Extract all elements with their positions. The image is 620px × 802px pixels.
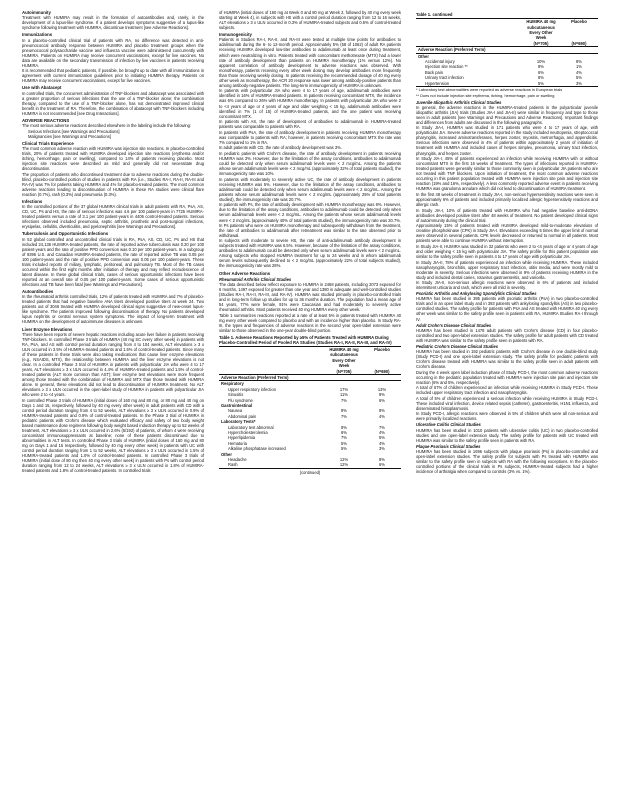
placebo-percent: 3% (379, 446, 385, 452)
table-section-label: Laboratory Tests* (221, 419, 256, 425)
subsection-heading: Ulcerative Colitis Clinical Studies (416, 422, 481, 428)
placebo-percent: 4% (379, 430, 385, 435)
column-2-text (219, 10, 401, 333)
section-heading: Autoantibodies (22, 289, 54, 295)
humira-percent: 5% (522, 81, 560, 87)
table-1-humira-n: (N=705) (325, 369, 363, 375)
column-3-text (416, 100, 598, 474)
paragraph: In patients with PsA, the rate of antibody development in patients receiving HUMIRA monotherapy was comparable to patients with RA; however, in patients receiving concomitant MTX the rate was 7% compared to 1% in RA. (219, 129, 401, 145)
table-section-label: Other (221, 451, 232, 457)
adverse-reaction-term: Back pain (425, 69, 443, 75)
table-footnote: ** Does not include injection site erythema, itching, hemorrhage, pain or swelling (416, 92, 555, 98)
humira-percent: 6% (538, 69, 544, 75)
section-heading: Use with Abatacept (22, 85, 62, 91)
adverse-reaction-term: Hypercholesterolemia (228, 430, 268, 435)
humira-percent: 8% (538, 64, 544, 70)
placebo-percent: 3% (560, 81, 598, 87)
table-1-humira-header: HUMIRA 40 mg subcutaneous Every Other Week (325, 346, 363, 368)
paragraph: HUMIRA has been studied in 1010 patients with ulcerative colitis (UC) in two placebo-controlled studies and one open-label extension study. The safety profile for patients with UC treated with HUMIRA was similar to the safety profile seen in patients with RA. (416, 427, 598, 443)
paragraph: In Study JIA-I, 45% of patients experienced an infection while receiving HUMIRA with or without concomitant MTX in the first 16 weeks of treatment. The types of infections reported in HUMIRA-treated patients were generally similar to those commonly seen in polyarticular JIA patients who are not treated with TNF blockers. Upon initiation of treatment, the most common adverse reactions occurring in this patient population treated with HUMIRA were injection site pain and injection site reaction (19% and 16%, respectively). A less commonly reported adverse event in patients receiving HUMIRA was granuloma annulare which did not lead to discontinuation of HUMIRA treatment. (416, 156, 598, 192)
table-1b-placebo-header: Placebo (560, 19, 598, 41)
section-heading: Tuberculosis and Opportunistic Infections (22, 231, 109, 237)
paragraph: In 52 global controlled and uncontrolled clinical trials in RA, PsA, AS, CD, UC, Ps and HS that included 24,136 HUMIRA-treated patients, the rate of reported active tuberculosis was 0.20 per 100 patient-years and the rate of positive PPD conversion was 0.10 per 100 patient-years. In a subgroup of 9396 U.S. and Canadian HUMIRA-treated patients, the rate of reported active TB was 0.05 per 100 patient-years and the rate of positive PPD conversion was 0.05 per 100 patient-years. These trials included reports of miliary, lymphatic, peritoneal, and pulmonary TB. Most of the TB cases occurred within the first eight months after initiation of therapy and may reflect recrudescence of latent disease. In these global clinical trials, cases of serious opportunistic infections have been reported at an overall rate of 0.05 per 100 patient-years. Some cases of serious opportunistic infections and TB have been fatal [see Warnings and Precautions]. (22, 236, 204, 287)
humira-percent: 8% (538, 75, 544, 81)
placebo-percent: 7% (379, 424, 385, 430)
section-heading: Infections (22, 198, 43, 204)
table-1b-grid (416, 18, 598, 87)
adverse-reaction-term: Upper respiratory infection (228, 386, 277, 392)
section-heading: Immunogenicity (219, 32, 252, 38)
placebo-percent: 4% (379, 440, 385, 446)
table-1-preferred-term: Adverse Reaction (Preferred Term) (219, 374, 401, 380)
adverse-reaction-term: Accidental injury (425, 58, 455, 64)
bullet-item: • Serious Infections [see Warnings and Precautions] (28, 129, 204, 134)
humira-percent: 7% (341, 413, 347, 419)
adverse-reaction-term: Headache (228, 457, 247, 463)
paragraph: In Study PCD-I, allergic reactions were observed in 5% of children which were all non-serious and were primarily localized reactions. (416, 411, 598, 422)
table-1b-caption: Table 1. continued (416, 12, 453, 17)
section-heading: Other Adverse Reactions (219, 270, 271, 276)
column-2 (219, 10, 401, 790)
humira-percent: 6% (341, 430, 347, 435)
table-1b-footnotes (416, 88, 598, 99)
placebo-percent: 8% (379, 457, 385, 463)
humira-percent: 8% (341, 424, 347, 430)
section-heading: Liver Enzyme Elevations (22, 326, 73, 332)
humira-percent: 12% (339, 457, 349, 463)
humira-percent: 7% (341, 435, 347, 441)
paragraph: HUMIRA has been studied in 1478 adult patients with Crohn's disease (CD) in four placebo-controlled and two open-label extension studies. The safety profile for adult patients with CD treated with HUMIRA was similar to the safety profile seen in patients with RA. (416, 327, 598, 343)
adverse-reaction-term: Abdominal pain (228, 413, 257, 419)
placebo-percent: 8% (379, 408, 385, 414)
adverse-reaction-term: Flu syndrome (228, 397, 253, 403)
adverse-reaction-term: Laboratory test abnormal (228, 424, 274, 430)
paragraph: In a placebo-controlled clinical trial of patients with RA, no difference was detected in anti-pneumococcal antibody response between HUMIRA and placebo treatment groups when the pneumococcal polysaccharide vaccine and influenza vaccine were administered concurrently with HUMIRA. Patients on HUMIRA may receive concurrent vaccinations, except for live vaccines. No data are available on the secondary transmission of infection by live vaccines in patients receiving HUMIRA. (22, 37, 204, 68)
paragraph: In patients with AS, the rate of development of antibodies to adalimumab in HUMIRA-treated patients was comparable to patients with RA. (219, 119, 401, 130)
paragraph: In general, the adverse reactions in the HUMIRA-treated patients in the polyarticular juvenile idiopathic arthritis (JIA) trials (Studies JIA-I and JIA-II) were similar in frequency and type to those seen in adult patients [see Warnings and Precautions and Adverse Reactions]. Important findings and differences from adults are discussed in the following paragraphs. (416, 104, 598, 125)
paragraph: A total of 5% of children experienced a serious infection while receiving HUMIRA in Study PCD-I. These included viral infection, device related sepsis (catheter), gastroenteritis, H1N1 influenza, and disseminated histoplasmosis. (416, 395, 598, 411)
table-1-placebo-header: Placebo (363, 346, 401, 368)
paragraph: Patients in Studies RA-I, RA-II, and RA-III were tested at multiple time points for antibodies to adalimumab during the 6- to 12-month period. Approximately 5% (58 of 1062) of adult RA patients receiving HUMIRA developed low-titer antibodies to adalimumab at least once during treatment, which were neutralizing in vitro. Patients treated with concomitant methotrexate (MTX) had a lower rate of antibody development than patients on HUMIRA monotherapy (1% versus 12%). No apparent correlation of antibody development to adverse reactions was observed. With monotherapy, patients receiving every other week dosing may develop antibodies more frequently than those receiving weekly dosing. In patients receiving the recommended dosage of 40 mg every other week as monotherapy, the ACR 20 response was lower among antibody-positive patients than among antibody-negative patients. The long-term immunogenicity of HUMIRA is unknown. (219, 37, 401, 88)
subsection-heading: Juvenile Idiopathic Arthritis Clinical Studies (416, 99, 502, 105)
paragraph: of HUMIRA (initial doses of 160 mg at Week 0 and 80 mg at Week 2, followed by 40 mg every week starting at Week 4), in subjects with HS with a control period duration ranging from 12 to 16 weeks, ALT elevations ≥ 3 x ULN occurred in 0.3% of HUMIRA-treated subjects and 0.6% of control-treated subjects. (219, 10, 401, 31)
table-1-continued: (continued) (299, 469, 321, 475)
paragraph: The most common adverse reaction with HUMIRA was injection site reactions. In placebo-controlled trials, 20% of patients treated with HUMIRA developed injection site reactions (erythema and/or itching, hemorrhage, pain or swelling), compared to 14% of patients receiving placebo. Most injection site reactions were described as mild and generally did not necessitate drug discontinuation. (22, 145, 204, 172)
subsection-heading: Pediatric Crohn's Disease Clinical Studies (416, 343, 498, 349)
humira-percent: 12% (325, 462, 363, 468)
paragraph: In Study JIA-II, non-serious allergic reactions were observed in 6% of patients and included intermittent urticaria and rash, which were all mild in severity. (416, 280, 598, 291)
paragraph: During the 4 week open label induction phase of Study PCD-I, the most common adverse reactions occurring in the pediatric population treated with HUMIRA were injection site pain and injection site reaction (6% and 5%, respectively). (416, 369, 598, 385)
paragraph: The proportion of patients who discontinued treatment due to adverse reactions during the double-blind, placebo-controlled portion of studies in patients with RA (i.e., Studies RA-I, RA-II, RA-III and RA-IV) was 7% for patients taking HUMIRA and 4% for placebo-treated patients. The most common adverse reactions leading to discontinuation of HUMIRA in these RA studies were clinical flare reaction (0.7%), rash (0.3%) and pneumonia (0.3%). (22, 171, 204, 197)
table-1-placebo-n: (N=690) (363, 369, 401, 375)
table-1-grid (219, 346, 401, 469)
placebo-percent: 6% (379, 397, 385, 403)
paragraph: In controlled trials, the concurrent administration of TNF-blockers and abatacept was associated with a greater proportion of serious infections than the use of a TNF-blocker alone; the combination therapy, compared to the use of a TNF-blocker alone, has not demonstrated improved clinical benefit in the treatment of RA. Therefore, the combination of abatacept with TNF-blockers including HUMIRA is not recommended [see Drug Interactions]. (22, 90, 204, 116)
adverse-reaction-term: Nausea (228, 408, 243, 414)
placebo-percent: 6% (363, 462, 401, 468)
placebo-percent: 5% (379, 435, 385, 441)
bullet-item: • Malignancies [see Warnings and Precautions] (28, 134, 204, 139)
placebo-percent: 13% (377, 386, 387, 392)
adverse-reaction-term: Sinusitis (228, 392, 244, 398)
humira-percent: 17% (339, 386, 349, 392)
table-1b-humira-n: (N=705) (522, 41, 560, 47)
table-footnote: * Laboratory test abnormalities were reported as adverse reactions in European trials (416, 86, 563, 92)
table-section-label: Respiratory (221, 381, 244, 387)
table-1 (219, 335, 401, 475)
paragraph: In Study JIA-I, 10% of patients treated with HUMIRA who had negative baseline anti-dsDNA antibodies developed positive titers after 48 weeks of treatment. No patient developed clinical signs of autoimmunity during the clinical trial. (416, 207, 598, 223)
subsection-heading: Plaque Psoriasis Clinical Studies (416, 443, 481, 449)
paragraph: In pediatric patients with Crohn's disease, the rate of antibody development in patients receiving HUMIRA was 3%. However, due to the limitation of the assay conditions, antibodies to adalimumab could be detected only when serum adalimumab levels were < 2 mcg/mL. Among the patients whose serum adalimumab levels were < 2 mcg/mL (approximately 32% of total patients studied), the immunogenicity rate was 10%. (219, 150, 401, 177)
adverse-reaction-term: Hypertension (416, 81, 522, 87)
paragraph: In adult patients with CD, the rate of antibody development was 3%. (219, 145, 342, 151)
adverse-reaction-term: Hematuria (228, 440, 247, 446)
paragraph: In patients with moderately to severely active UC, the rate of antibody development in patients receiving HUMIRA was 5%. However, due to the limitation of the assay conditions, antibodies to adalimumab could be detected only when serum adalimumab levels were < 2 mcg/mL. Among the patients whose serum adalimumab levels were < 2 mcg/mL (approximately 25% of total patients studied), the immunogenicity rate was 20.7%. (219, 176, 401, 202)
paragraph: There have been reports of severe hepatic reactions including acute liver failure in patients receiving TNF-blockers. In controlled Phase 3 trials of HUMIRA (40 mg SC every other week) in patients with RA, PsA, and AS with control period duration ranging from 4 to 104 weeks, ALT elevations ≥ 3 x ULN occurred in 3.5% of HUMIRA-treated patients and 1.5% of control-treated patients. Since many of these patients in these trials were also taking medications that cause liver enzyme elevations (e.g., NSAIDS, MTX), the relationship between HUMIRA and the liver enzyme elevations is not clear. In a controlled Phase 3 trial of HUMIRA in patients with polyarticular JIA who were 4 to 17 years, ALT elevations ≥ 3 x ULN occurred in 4.4% of HUMIRA-treated patients and 1.5% of control-treated patients (ALT more common than AST); liver enzyme test elevations were more frequent among those treated with the combination of HUMIRA and MTX than those treated with HUMIRA alone. In general, these elevations did not lead to discontinuation of HUMIRA treatment. No ALT elevations ≥ 3 x ULN occurred in the open-label study of HUMIRA in patients with polyarticular JIA who were 2 to <4 years. (22, 331, 204, 398)
adverse-reaction-term: Rash (219, 462, 325, 468)
section-heading: ADVERSE REACTIONS (22, 117, 70, 123)
humira-percent: 5% (341, 440, 347, 446)
paragraph: In subjects with moderate to severe HS, the rate of anti-adalimumab antibody development in subjects treated with HUMIRA was 6.5%. However, because of the limitation of the assay conditions, antibodies to adalimumab could be detected only when serum adalimumab levels were < 2 mcg/mL. Among subjects who stopped HUMIRA treatment for up to 24 weeks and in whom adalimumab serum levels subsequently declined to < 2 mcg/mL (approximately 22% of total subjects studied), the immunogenicity rate was 28%. (219, 238, 401, 269)
table-1b-humira-header: HUMIRA 40 mg subcutaneous Every Other Week (522, 19, 560, 41)
humira-percent: 9% (341, 408, 347, 414)
adverse-reaction-term: Hyperlipidemia (228, 435, 256, 441)
table-row (219, 462, 401, 468)
humira-percent: 5% (341, 446, 347, 452)
placebo-percent: 9% (379, 392, 385, 398)
table-1-continued-block (416, 12, 598, 99)
paragraph: The data described below reflect exposure to HUMIRA in 2468 patients, including 2073 exposed for 6 months, 1497 exposed for greater than one year and 1380 in adequate and well-controlled studies (Studies RA-I, RA-II, RA-III, and RA-IV). HUMIRA was studied primarily in placebo-controlled trials and in long-term follow up studies for up to 36 months duration. The population had a mean age of 54 years, 77% were female, 91% were Caucasian and had moderately to severely active rheumatoid arthritis. Most patients received 40 mg HUMIRA every other week. (219, 281, 401, 312)
humira-percent: 7% (341, 397, 347, 403)
placebo-percent: 1% (576, 64, 582, 70)
adverse-reaction-term: Injection site reaction ** (425, 64, 468, 70)
paragraph: HUMIRA has been studied in 192 pediatric patients with Crohn's disease in one double-blind study (Study PCD-I) and one open-label extension study. The safety profile for pediatric patients with Crohn's disease treated with HUMIRA was similar to the safety profile seen in adult patients with Crohn's disease. (416, 348, 598, 369)
column-1 (22, 10, 204, 790)
column-3 (416, 10, 598, 790)
paragraph: The most serious adverse reactions described elsewhere in the labeling include the following: (22, 123, 192, 129)
table-row (416, 81, 598, 87)
table-section-label: Gastrointestinal (221, 402, 253, 408)
table-1b-placebo-n: (N=690) (560, 41, 598, 47)
paragraph: In patients with Ps, the rate of antibody development with HUMIRA monotherapy was 8%. However, due to the limitation of the assay conditions, antibodies to adalimumab could be detected only when serum adalimumab levels were < 2 mcg/mL. Among the patients whose serum adalimumab levels were < 2 mcg/mL (approximately 40% of total patients studied), the immunogenicity rate was 20.7%. In Ps patients who were on HUMIRA monotherapy and subsequently withdrawn from the treatment, the rate of antibodies to adalimumab after retreatment was similar to the rate observed prior to withdrawal. (219, 202, 401, 238)
table-1b-preferred-term: Adverse Reaction (Preferred Term) (416, 47, 598, 53)
paragraph: HUMIRA has been studied in 395 patients with psoriatic arthritis (PsA) in two placebo-controlled trials and in an open label study and in 393 patients with ankylosing spondylitis (AS) in two placebo-controlled studies. The safety profile for patients with PsA and AS treated with HUMIRA 40 mg every other week was similar to the safety profile seen in patients with RA, HUMIRA Studies RA-I through IV. (416, 296, 598, 322)
humira-percent: 10% (536, 58, 546, 64)
placebo-percent: 8% (576, 58, 582, 64)
subsection-heading: Rheumatoid Arthritis Clinical Studies (219, 276, 292, 282)
table-section-label: Other (418, 53, 429, 59)
subsection-heading: Adult Crohn's Disease Clinical Studies (416, 322, 492, 328)
section-heading: Clinical Trials Experience (22, 140, 74, 146)
paragraph: In Study JIA-II, 78% of patients experienced an infection while receiving HUMIRA. These included nasopharyngitis, bronchitis, upper respiratory tract infection, otitis media, and were mostly mild to moderate in severity. Serious infections were observed in 9% of patients receiving HUMIRA in the study and included dental caries, rotavirus gastroenteritis, and varicella. (416, 259, 598, 280)
bullet-list (22, 129, 204, 139)
placebo-percent: 4% (379, 413, 385, 419)
paragraph: In Study JIA-I, HUMIRA was studied in 171 patients who were 4 to 17 years of age, with polyarticular JIA. Severe adverse reactions reported in the study included neutropenia, streptococcal pharyngitis, increased aminotransferases, herpes zoster, myositis, metrorrhagia, and appendicitis. Serious infections were observed in 4% of patients within approximately 2 years of initiation of treatment with HUMIRA and included cases of herpes simplex, pneumonia, urinary tract infection, pharyngitis, and herpes zoster. (416, 125, 598, 156)
subsection-heading: Psoriatic Arthritis and Ankylosing Spondylitis Clinical Studies (416, 291, 537, 297)
adverse-reaction-term: Alkaline phosphatase increased (228, 446, 286, 452)
label-page (22, 10, 598, 790)
paragraph: Treatment with HUMIRA may result in the formation of autoantibodies and, rarely, in the development of a lupus-like syndrome. If a patient develops symptoms suggestive of a lupus-like syndrome following treatment with HUMIRA, discontinue treatment [see Adverse Reactions]. (22, 15, 204, 31)
placebo-percent: 4% (576, 69, 582, 75)
paragraph: In the first 48 weeks of treatment in Study JIA-I, non-serious hypersensitivity reactions were seen in approximately 6% of patients and included primarily localized allergic hypersensitivity reactions and allergic rash. (416, 191, 598, 207)
paragraph: In controlled Phase 3 trials of HUMIRA (initial doses of 160 mg and 80 mg, or 80 mg and 40 mg on Days 1 and 15, respectively, followed by 40 mg every other week) in adult patients with CD with a control period duration ranging from 4 to 52 weeks, ALT elevations ≥ 3 x ULN occurred in 0.9% of HUMIRA-treated patients and 0.9% of control-treated patients. In the Phase 3 trial of HUMIRA in pediatric patients with Crohn's disease which evaluated efficacy and safety of two body weight based maintenance dose regimens following body weight based induction therapy up to 52 weeks of treatment, ALT elevations ≥ 3 x ULN occurred in 2.6% (5/192) of patients, of whom 4 were receiving concomitant immunosuppressants at baseline; none of these patients discontinued due to abnormalities in ALT tests. In controlled Phase 3 trials of HUMIRA (initial doses of 160 mg and 80 mg on Days 1 and 15 respectively, followed by 40 mg every other week) in patients with UC with control period duration ranging from 1 to 52 weeks, ALT elevations ≥ 3 x ULN occurred in 1.5% of HUMIRA-treated patients and 1.0% of control-treated patients. In controlled Phase 3 trials of HUMIRA (initial dose of 80 mg then 40 mg every other week) in patients with Ps with control period duration ranging from 12 to 24 weeks, ALT elevations ≥ 3 x ULN occurred in 1.8% of HUMIRA-treated patients and 1.8% of control-treated patients. In controlled trials (22, 397, 204, 474)
paragraph: In patients with polyarticular JIA who were 4 to 17 years of age, adalimumab antibodies were identified in 16% of HUMIRA-treated patients. In patients receiving concomitant MTX, the incidence was 6% compared to 26% with HUMIRA monotherapy. In patients with polyarticular JIA who were 2 to <4 years of age or 4 years of age and older weighing < 15 kg, adalimumab antibodies were identified in 7% (1 of 15) of HUMIRA-treated patients, and the one patient was receiving concomitant MTX. (219, 88, 401, 119)
humira-percent: 11% (340, 392, 348, 398)
paragraph: In the rheumatoid arthritis controlled trials, 12% of patients treated with HUMIRA and 7% of placebo-treated patients that had negative baseline ANA titers developed positive titers at week 24. Two patients out of 3046 treated with HUMIRA developed clinical signs suggestive of new-onset lupus-like syndrome. The patients improved following discontinuation of therapy. No patients developed lupus nephritis or central nervous system symptoms. The impact of long-term treatment with HUMIRA on the development of autoimmune diseases is unknown. (22, 294, 204, 325)
section-heading: Immunizations (22, 32, 53, 38)
adverse-reaction-term: Urinary tract infection (425, 75, 464, 81)
paragraph: Table 1 summarizes reactions reported at a rate of at least 5% in patients treated with HUMIRA 40 mg every other week compared to placebo and with an incidence higher than placebo. In Study RA-III, the types and frequencies of adverse reactions in the second year open-label extension were similar to those observed in the one-year double-blind portion. (219, 312, 401, 333)
placebo-percent: 5% (576, 75, 582, 81)
paragraph: In Study JIA-II, HUMIRA was studied in 32 patients who were 2 to <4 years of age or 4 years of age and older weighing < 15 kg with polyarticular JIA. The safety profile for this patient population was similar to the safety profile seen in patients 4 to 17 years of age with polyarticular JIA. (416, 243, 598, 259)
paragraph: A total of 67% of children experienced an infection while receiving HUMIRA in Study PCD-I. These included upper respiratory tract infection and nasopharyngitis. (416, 385, 598, 396)
paragraph: HUMIRA has been studied in 1696 subjects with plaque psoriasis (Ps) in placebo-controlled and open-label extension studies. The safety profile for subjects with Ps treated with HUMIRA was similar to the safety profile seen in subjects with RA with the following exceptions. In the placebo-controlled portions of the clinical trials in Ps subjects, HUMIRA-treated subjects had a higher incidence of arthralgia when compared to controls (3% vs. 1%). (416, 448, 598, 474)
paragraph: Approximately 15% of patients treated with HUMIRA developed mild-to-moderate elevations of creatine phosphokinase (CPK) in Study JIA-I. Elevations exceeding 5 times the upper limit of normal were observed in several patients. CPK levels decreased or returned to normal in all patients. Most patients were able to continue HUMIRA without interruption. (416, 223, 598, 244)
paragraph: In the controlled portions of the 37 global HUMIRA clinical trials in adult patients with RA, PsA, AS, CD, UC, Ps and HS, the rate of serious infections was 4.6 per 100 patient-years in 7725 HUMIRA-treated patients versus a rate of 3.1 per 100 patient-years in 4406 control-treated patients. Serious infections observed included pneumonia, septic arthritis, prosthetic and post-surgical infections, erysipelas, cellulitis, diverticulitis, and pyelonephritis [see Warnings and Precautions]. (22, 204, 204, 230)
section-heading: Autoimmunity (22, 10, 51, 15)
table-1-caption: Table 1. Adverse Reactions Reported by ≥5% of Patients Treated with HUMIRA During Placebo-Controlled Period of Pooled RA Studies (Studies RA-I, RA-II, RA-III, and RA-IV) (219, 334, 392, 345)
paragraph: It is recommended that pediatric patients, if possible, be brought up to date with all immunizations in agreement with current immunization guidelines prior to initiating HUMIRA therapy. Patients on HUMIRA may receive concurrent vaccinations, except for live vaccines. (22, 68, 204, 84)
